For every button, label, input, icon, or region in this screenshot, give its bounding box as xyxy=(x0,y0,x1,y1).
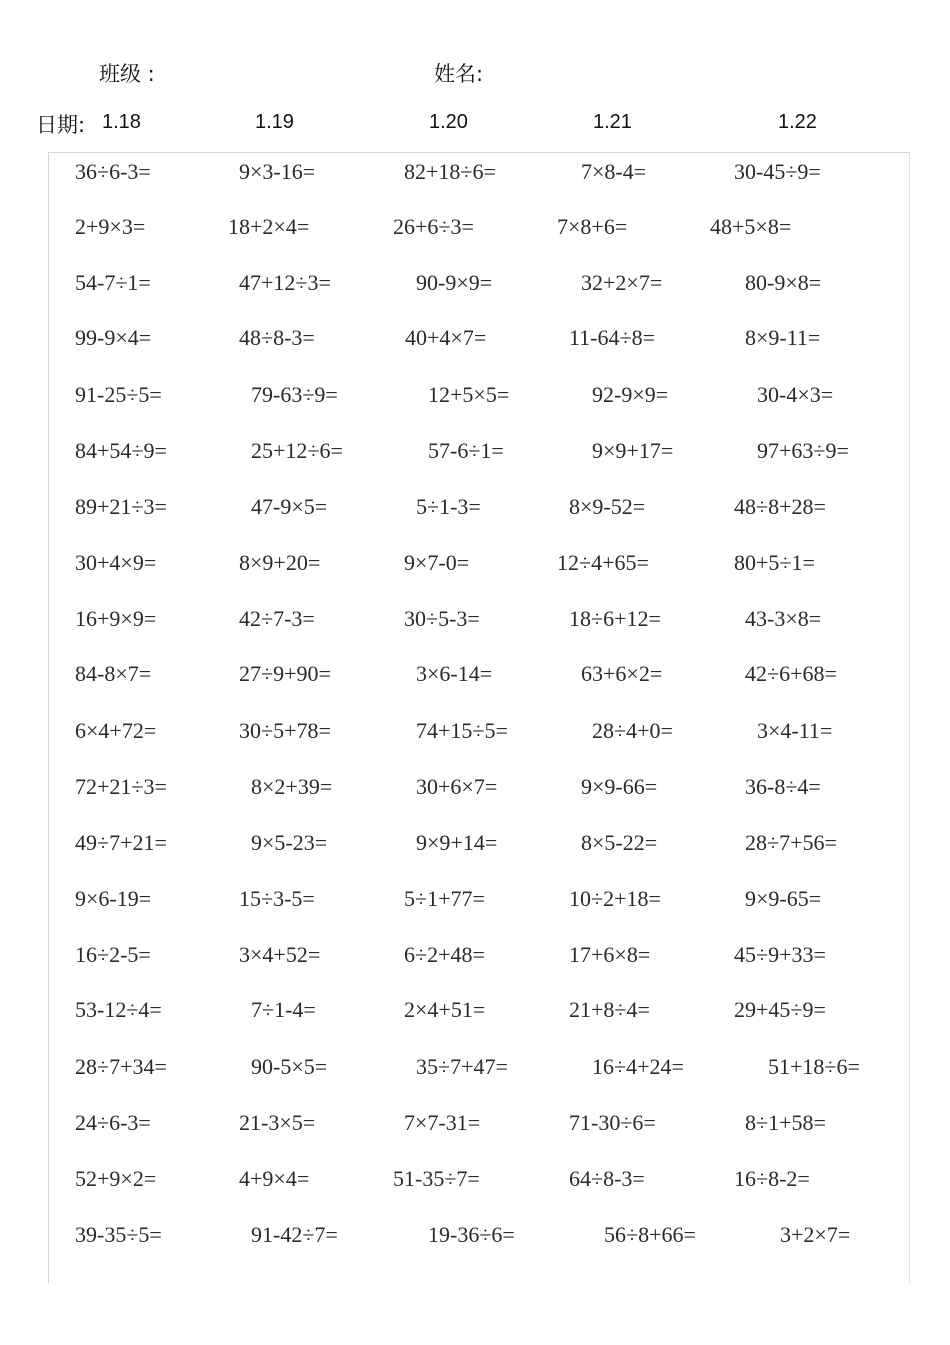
problem-r7-c4: 8×9-52= xyxy=(569,494,646,519)
date-label: 日期: xyxy=(36,113,86,137)
problem-r17-c5: 51+18÷6= xyxy=(768,1054,860,1079)
problem-r6-c5: 97+63÷9= xyxy=(757,438,849,463)
problem-r5-c3: 12+5×5= xyxy=(428,382,510,407)
problem-r10-c2: 27÷9+90= xyxy=(239,661,331,686)
problem-r19-c5: 16÷8-2= xyxy=(734,1166,810,1191)
problem-r20-c2: 91-42÷7= xyxy=(251,1222,338,1247)
problem-r12-c3: 30+6×7= xyxy=(416,774,498,799)
problem-r4-c4: 11-64÷8= xyxy=(569,325,655,350)
problem-r8-c4: 12÷4+65= xyxy=(557,550,649,575)
problem-r11-c3: 74+15÷5= xyxy=(416,718,508,743)
problem-r9-c3: 30÷5-3= xyxy=(404,606,480,631)
problem-r13-c3: 9×9+14= xyxy=(416,830,498,855)
problem-r3-c3: 90-9×9= xyxy=(416,270,493,295)
problem-r12-c5: 36-8÷4= xyxy=(745,774,821,799)
problem-r12-c1: 72+21÷3= xyxy=(75,774,167,799)
problem-r18-c2: 21-3×5= xyxy=(239,1110,316,1135)
problem-r1-c5: 30-45÷9= xyxy=(734,159,821,184)
problem-r7-c5: 48÷8+28= xyxy=(734,494,826,519)
problem-r10-c4: 63+6×2= xyxy=(581,661,663,686)
problem-r9-c5: 43-3×8= xyxy=(745,606,822,631)
date-col-3: 1.20 xyxy=(429,111,468,133)
problem-r5-c1: 91-25÷5= xyxy=(75,382,162,407)
problem-r11-c4: 28÷4+0= xyxy=(592,718,673,743)
problem-r14-c4: 10÷2+18= xyxy=(569,886,661,911)
problem-r16-c5: 29+45÷9= xyxy=(734,997,826,1022)
problem-r19-c2: 4+9×4= xyxy=(239,1166,310,1191)
problem-r12-c2: 8×2+39= xyxy=(251,774,333,799)
problem-r15-c2: 3×4+52= xyxy=(239,942,321,967)
date-col-4: 1.21 xyxy=(593,111,632,133)
problem-r14-c3: 5÷1+77= xyxy=(404,886,485,911)
problem-r8-c2: 8×9+20= xyxy=(239,550,321,575)
problem-r4-c5: 8×9-11= xyxy=(745,325,821,350)
problem-r7-c3: 5÷1-3= xyxy=(416,494,481,519)
problem-r20-c3: 19-36÷6= xyxy=(428,1222,515,1247)
problem-r3-c4: 32+2×7= xyxy=(581,270,663,295)
problem-r10-c1: 84-8×7= xyxy=(75,661,152,686)
date-col-5: 1.22 xyxy=(778,111,817,133)
problem-r13-c2: 9×5-23= xyxy=(251,830,328,855)
problem-r2-c3: 26+6÷3= xyxy=(393,214,474,239)
problem-r20-c4: 56÷8+66= xyxy=(604,1222,696,1247)
problem-r8-c3: 9×7-0= xyxy=(404,550,470,575)
class-label: 班级 : xyxy=(99,62,155,86)
problem-r13-c4: 8×5-22= xyxy=(581,830,658,855)
problem-r13-c1: 49÷7+21= xyxy=(75,830,167,855)
problem-r1-c3: 82+18÷6= xyxy=(404,159,496,184)
problem-r17-c3: 35÷7+47= xyxy=(416,1054,508,1079)
problem-r20-c5: 3+2×7= xyxy=(780,1222,851,1247)
problem-r6-c4: 9×9+17= xyxy=(592,438,674,463)
problem-r4-c2: 48÷8-3= xyxy=(239,325,315,350)
problem-r17-c4: 16÷4+24= xyxy=(592,1054,684,1079)
problem-r19-c3: 51-35÷7= xyxy=(393,1166,480,1191)
problem-r3-c1: 54-7÷1= xyxy=(75,270,151,295)
problem-r18-c5: 8÷1+58= xyxy=(745,1110,826,1135)
problem-r3-c5: 80-9×8= xyxy=(745,270,822,295)
problem-r15-c1: 16÷2-5= xyxy=(75,942,151,967)
problem-r15-c5: 45÷9+33= xyxy=(734,942,826,967)
problem-r2-c5: 48+5×8= xyxy=(710,214,792,239)
problem-r11-c5: 3×4-11= xyxy=(757,718,833,743)
problem-r4-c1: 99-9×4= xyxy=(75,325,152,350)
problem-r16-c3: 2×4+51= xyxy=(404,997,486,1022)
problem-r8-c1: 30+4×9= xyxy=(75,550,157,575)
problem-r18-c3: 7×7-31= xyxy=(404,1110,481,1135)
problem-r14-c1: 9×6-19= xyxy=(75,886,152,911)
problem-r14-c2: 15÷3-5= xyxy=(239,886,315,911)
problem-r10-c5: 42÷6+68= xyxy=(745,661,837,686)
problem-r19-c4: 64÷8-3= xyxy=(569,1166,645,1191)
problem-r18-c1: 24÷6-3= xyxy=(75,1110,151,1135)
problem-r19-c1: 52+9×2= xyxy=(75,1166,157,1191)
problem-r12-c4: 9×9-66= xyxy=(581,774,658,799)
problem-r13-c5: 28÷7+56= xyxy=(745,830,837,855)
problem-r5-c4: 92-9×9= xyxy=(592,382,669,407)
problem-r17-c2: 90-5×5= xyxy=(251,1054,328,1079)
problem-r3-c2: 47+12÷3= xyxy=(239,270,331,295)
problem-r9-c2: 42÷7-3= xyxy=(239,606,315,631)
problem-r5-c2: 79-63÷9= xyxy=(251,382,338,407)
problem-r1-c2: 9×3-16= xyxy=(239,159,316,184)
problem-r9-c4: 18÷6+12= xyxy=(569,606,661,631)
problem-r16-c2: 7÷1-4= xyxy=(251,997,316,1022)
problem-r11-c2: 30÷5+78= xyxy=(239,718,331,743)
problem-r4-c3: 40+4×7= xyxy=(405,325,487,350)
date-col-1: 1.18 xyxy=(102,111,141,133)
problem-r6-c2: 25+12÷6= xyxy=(251,438,343,463)
problem-r16-c1: 53-12÷4= xyxy=(75,997,162,1022)
problem-r2-c1: 2+9×3= xyxy=(75,214,146,239)
problem-r10-c3: 3×6-14= xyxy=(416,661,493,686)
problem-r15-c4: 17+6×8= xyxy=(569,942,651,967)
problem-r18-c4: 71-30÷6= xyxy=(569,1110,656,1135)
problem-r11-c1: 6×4+72= xyxy=(75,718,157,743)
problem-r7-c1: 89+21÷3= xyxy=(75,494,167,519)
problem-r15-c3: 6÷2+48= xyxy=(404,942,485,967)
problem-r16-c4: 21+8÷4= xyxy=(569,997,650,1022)
problem-r8-c5: 80+5÷1= xyxy=(734,550,815,575)
problem-r6-c3: 57-6÷1= xyxy=(428,438,504,463)
problem-r17-c1: 28÷7+34= xyxy=(75,1054,167,1079)
problem-r1-c1: 36÷6-3= xyxy=(75,159,151,184)
problem-r2-c2: 18+2×4= xyxy=(228,214,310,239)
problem-r6-c1: 84+54÷9= xyxy=(75,438,167,463)
problem-r14-c5: 9×9-65= xyxy=(745,886,822,911)
name-label: 姓名: xyxy=(434,62,484,86)
problem-r20-c1: 39-35÷5= xyxy=(75,1222,162,1247)
date-col-2: 1.19 xyxy=(255,111,294,133)
problem-r2-c4: 7×8+6= xyxy=(557,214,628,239)
problem-r9-c1: 16+9×9= xyxy=(75,606,157,631)
problem-r5-c5: 30-4×3= xyxy=(757,382,834,407)
problem-r1-c4: 7×8-4= xyxy=(581,159,647,184)
problem-r7-c2: 47-9×5= xyxy=(251,494,328,519)
